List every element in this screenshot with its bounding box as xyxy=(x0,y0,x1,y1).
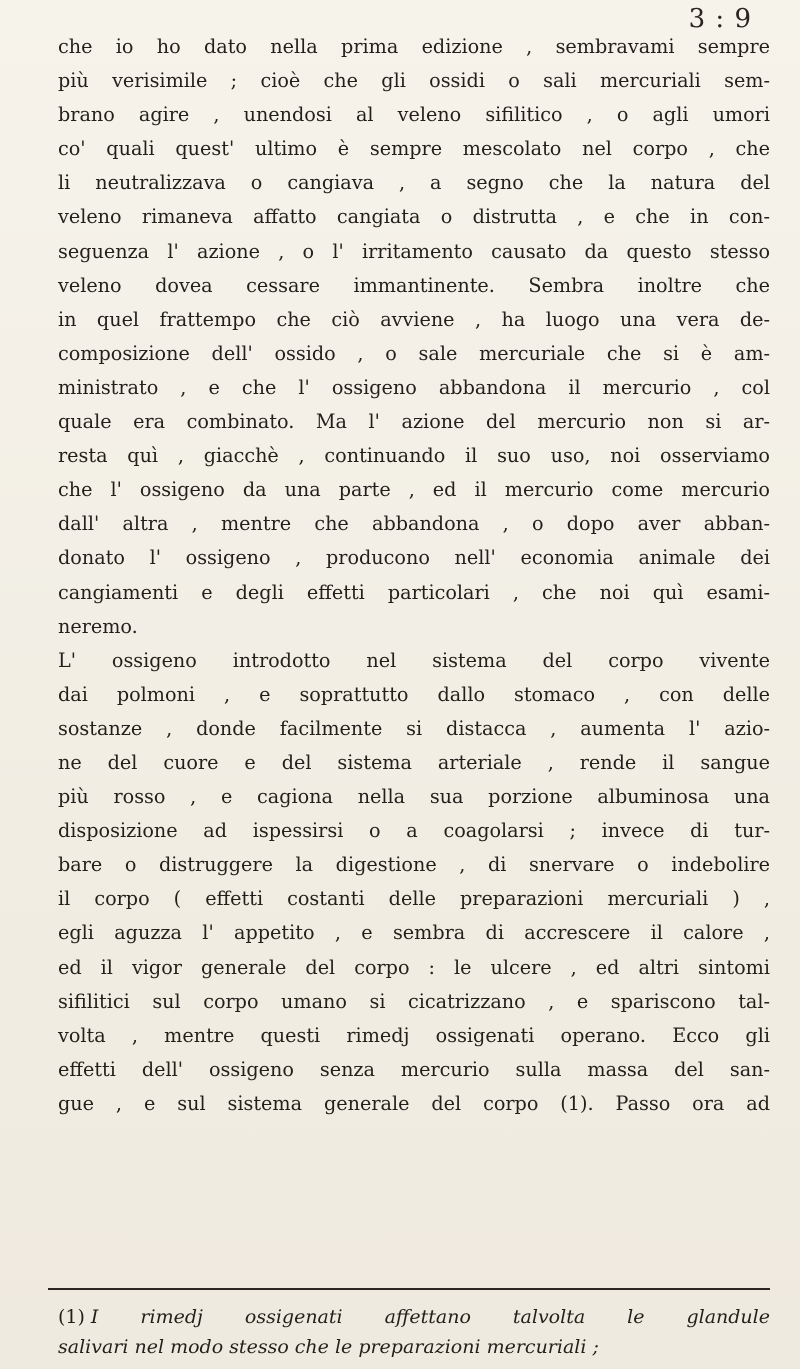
text-line: sifilitici sul corpo umano si cicatrizzano , e spariscono tal- xyxy=(58,989,770,1013)
text-line: donato l' ossigeno , producono nell' economia animale dei xyxy=(58,546,770,570)
text-line: egli aguzza l' appetito , e sembra di accrescere il calore , xyxy=(58,921,770,945)
text-line: neremo. xyxy=(58,614,138,638)
text-line: disposizione ad ispessirsi o a coagolarsi ; invece di tur- xyxy=(58,819,770,843)
footnote-text: I rimedj ossigenati affettano talvolta le glandule xyxy=(90,1306,770,1328)
text-line: veleno dovea cessare immantinente. Sembra inoltre che xyxy=(58,273,770,297)
footnote-line xyxy=(58,1302,770,1332)
text-line: ed il vigor generale del corpo : le ulcere , ed altri sintomi xyxy=(58,955,770,979)
text-line: dai polmoni , e soprattutto dallo stomaco , con delle xyxy=(58,682,770,706)
text-line: composizione dell' ossido , o sale mercuriale che si è am- xyxy=(58,341,770,365)
text-line: cangiamenti e degli effetti particolari , che noi quì esami- xyxy=(58,580,770,604)
text-line: sostanze , donde facilmente si distacca , aumenta l' azio- xyxy=(58,716,770,740)
text-line: resta quì , giacchè , continuando il suo uso, noi osserviamo xyxy=(58,444,770,468)
page-number: 3 : 9 xyxy=(688,4,752,34)
footnote-marker: (1) xyxy=(58,1306,85,1328)
text-line: dall' altra , mentre che abbandona , o dopo aver abban- xyxy=(58,512,770,536)
footnote-divider xyxy=(48,1288,770,1290)
text-line: in quel frattempo che ciò avviene , ha luogo una vera de- xyxy=(58,307,770,331)
text-line: li neutralizzava o cangiava , a segno che la natura del xyxy=(58,171,770,195)
text-line: che l' ossigeno da una parte , ed il mercurio come mercurio xyxy=(58,478,770,502)
text-line: co' quali quest' ultimo è sempre mescolato nel corpo , che xyxy=(58,137,770,161)
text-line: il corpo ( effetti costanti delle preparazioni mercuriali ) , xyxy=(58,887,770,911)
text-line: veleno rimaneva affatto cangiata o distrutta , e che in con- xyxy=(58,205,770,229)
text-line: più rosso , e cagiona nella sua porzione albuminosa una xyxy=(58,785,770,809)
text-line: volta , mentre questi rimedj ossigenati operano. Ecco gli xyxy=(58,1023,770,1047)
text-line: bare o distruggere la digestione , di snervare o indebolire xyxy=(58,853,770,877)
text-line: ministrato , e che l' ossigeno abbandona il mercurio , col xyxy=(58,375,770,399)
footnote-line: salivari nel modo stesso che le preparazioni mercuriali ; xyxy=(58,1336,599,1358)
text-line: effetti dell' ossigeno senza mercurio sulla massa del san- xyxy=(58,1057,770,1081)
text-line: più verisimile ; cioè che gli ossidi o sali mercuriali sem- xyxy=(58,69,770,93)
text-line: gue , e sul sistema generale del corpo (1). Passo ora ad xyxy=(58,1091,770,1115)
text-line: quale era combinato. Ma l' azione del mercurio non si ar- xyxy=(58,410,770,434)
text-line: che io ho dato nella prima edizione , sembravami sempre xyxy=(58,35,770,58)
text-line: ne del cuore e del sistema arteriale , rende il sangue xyxy=(58,750,770,774)
text-line: seguenza l' azione , o l' irritamento causato da questo stesso xyxy=(58,239,770,263)
text-line: brano agire , unendosi al veleno sifilitico , o agli umori xyxy=(58,103,770,127)
body-text xyxy=(58,30,770,1121)
text-line: L' ossigeno introdotto nel sistema del corpo vivente xyxy=(58,648,770,672)
footnote xyxy=(58,1302,770,1362)
